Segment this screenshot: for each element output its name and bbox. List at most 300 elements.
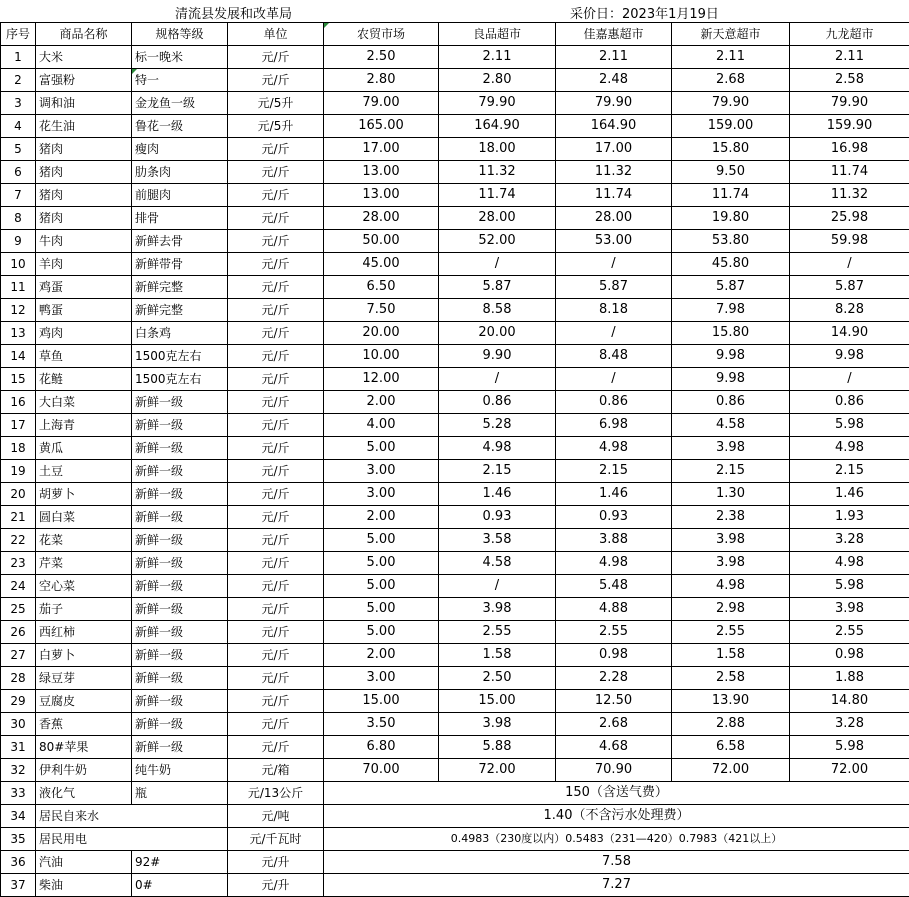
col-header-xintianyi: 新天意超市 <box>672 23 790 46</box>
price-cell: 3.00 <box>324 483 439 506</box>
item-unit: 元/斤 <box>228 345 324 368</box>
price-cell: / <box>556 368 672 391</box>
table-row <box>1 690 909 713</box>
item-spec: 新鲜一级 <box>132 414 228 437</box>
item-unit: 元/斤 <box>228 529 324 552</box>
price-cell: 6.50 <box>324 276 439 299</box>
item-unit: 元/斤 <box>228 299 324 322</box>
price-cell: 4.58 <box>672 414 790 437</box>
price-cell: 2.00 <box>324 506 439 529</box>
price-cell: 59.98 <box>790 230 909 253</box>
price-cell: 5.00 <box>324 529 439 552</box>
row-number: 11 <box>1 276 36 299</box>
row-number: 22 <box>1 529 36 552</box>
table-row <box>1 667 909 690</box>
price-cell: 3.98 <box>672 529 790 552</box>
item-spec: 瘦肉 <box>132 138 228 161</box>
price-cell: 9.98 <box>672 345 790 368</box>
agency-title: 清流县发展和改革局 <box>175 7 293 22</box>
item-spec: 新鲜一级 <box>132 667 228 690</box>
row-number: 28 <box>1 667 36 690</box>
price-cell: 4.98 <box>790 437 909 460</box>
price-cell: 15.80 <box>672 138 790 161</box>
item-name: 芹菜 <box>36 552 132 575</box>
item-name: 花鲢 <box>36 368 132 391</box>
item-unit: 元/斤 <box>228 667 324 690</box>
row-number: 30 <box>1 713 36 736</box>
item-spec: 新鲜一级 <box>132 690 228 713</box>
item-unit: 元/斤 <box>228 368 324 391</box>
row-number: 24 <box>1 575 36 598</box>
row-number: 26 <box>1 621 36 644</box>
price-cell: 2.11 <box>790 46 909 69</box>
table-row <box>1 46 909 69</box>
price-cell: 8.28 <box>790 299 909 322</box>
item-unit: 元/斤 <box>228 713 324 736</box>
price-cell: 159.00 <box>672 115 790 138</box>
table-row <box>1 161 909 184</box>
item-name: 胡萝卜 <box>36 483 132 506</box>
item-spec: 新鲜完整 <box>132 299 228 322</box>
row-number: 16 <box>1 391 36 414</box>
price-cell: 5.00 <box>324 575 439 598</box>
price-cell: 0.93 <box>556 506 672 529</box>
table-row <box>1 207 909 230</box>
item-spec: 新鲜一级 <box>132 736 228 759</box>
price-cell: 2.00 <box>324 644 439 667</box>
price-cell: 13.90 <box>672 690 790 713</box>
item-unit: 元/13公斤 <box>228 782 324 805</box>
price-cell: 0.93 <box>439 506 556 529</box>
item-unit: 元/斤 <box>228 230 324 253</box>
item-unit: 元/斤 <box>228 644 324 667</box>
table-row <box>1 391 909 414</box>
row-number: 34 <box>1 805 36 828</box>
item-unit: 元/吨 <box>228 805 324 828</box>
price-cell: 11.74 <box>672 184 790 207</box>
price-cell: 52.00 <box>439 230 556 253</box>
price-cell: 17.00 <box>556 138 672 161</box>
price-cell: 5.28 <box>439 414 556 437</box>
row-number: 25 <box>1 598 36 621</box>
price-cell: 8.18 <box>556 299 672 322</box>
price-cell: 4.00 <box>324 414 439 437</box>
item-unit: 元/箱 <box>228 759 324 782</box>
price-cell: 2.00 <box>324 391 439 414</box>
price-cell: 0.86 <box>439 391 556 414</box>
price-cell: 1.46 <box>556 483 672 506</box>
price-cell: 5.48 <box>556 575 672 598</box>
item-name: 伊利牛奶 <box>36 759 132 782</box>
item-name: 汽油 <box>36 851 132 874</box>
row-number: 3 <box>1 92 36 115</box>
item-name: 居民自来水 <box>36 805 228 828</box>
item-name: 羊肉 <box>36 253 132 276</box>
price-cell: / <box>439 575 556 598</box>
col-header-jiajiahui: 佳嘉惠超市 <box>556 23 672 46</box>
price-cell: 2.38 <box>672 506 790 529</box>
price-cell: 2.11 <box>672 46 790 69</box>
col-header-spec: 规格等级 <box>132 23 228 46</box>
price-cell: 70.00 <box>324 759 439 782</box>
price-cell: 8.48 <box>556 345 672 368</box>
item-name: 调和油 <box>36 92 132 115</box>
price-cell: 3.00 <box>324 460 439 483</box>
item-spec: 新鲜一级 <box>132 575 228 598</box>
price-cell: 2.55 <box>439 621 556 644</box>
item-unit: 元/斤 <box>228 161 324 184</box>
item-name: 豆腐皮 <box>36 690 132 713</box>
price-cell: 72.00 <box>790 759 909 782</box>
table-row <box>1 575 909 598</box>
item-name: 西红柿 <box>36 621 132 644</box>
price-cell: 2.11 <box>556 46 672 69</box>
price-cell: 3.00 <box>324 667 439 690</box>
price-cell: 72.00 <box>672 759 790 782</box>
item-unit: 元/斤 <box>228 437 324 460</box>
price-cell: 2.55 <box>672 621 790 644</box>
item-unit: 元/5升 <box>228 115 324 138</box>
item-spec: 1500克左右 <box>132 368 228 391</box>
price-cell: 4.88 <box>556 598 672 621</box>
merged-price-cell: 7.27 <box>324 874 909 897</box>
table-row <box>1 828 909 851</box>
item-name: 居民用电 <box>36 828 228 851</box>
item-name: 鸡蛋 <box>36 276 132 299</box>
item-name: 草鱼 <box>36 345 132 368</box>
price-cell: 11.32 <box>790 184 909 207</box>
price-cell: / <box>439 368 556 391</box>
price-cell: 2.15 <box>672 460 790 483</box>
price-cell: 45.80 <box>672 253 790 276</box>
item-name: 液化气 <box>36 782 132 805</box>
price-cell: 5.00 <box>324 552 439 575</box>
merged-price-cell: 7.58 <box>324 851 909 874</box>
price-cell: 4.98 <box>439 437 556 460</box>
price-cell: 5.00 <box>324 437 439 460</box>
price-cell: 79.90 <box>672 92 790 115</box>
row-number: 20 <box>1 483 36 506</box>
item-name: 香蕉 <box>36 713 132 736</box>
price-cell: 164.90 <box>556 115 672 138</box>
col-header-unit: 单位 <box>228 23 324 46</box>
price-cell: 79.90 <box>790 92 909 115</box>
row-number: 31 <box>1 736 36 759</box>
row-number: 32 <box>1 759 36 782</box>
item-name: 鸡肉 <box>36 322 132 345</box>
merged-price-cell: 150（含送气费） <box>324 782 909 805</box>
item-unit: 元/斤 <box>228 322 324 345</box>
price-cell: / <box>439 253 556 276</box>
price-cell: 72.00 <box>439 759 556 782</box>
row-number: 7 <box>1 184 36 207</box>
row-number: 33 <box>1 782 36 805</box>
col-header-name: 商品名称 <box>36 23 132 46</box>
price-cell: 3.98 <box>672 437 790 460</box>
price-cell: 2.68 <box>556 713 672 736</box>
row-number: 2 <box>1 69 36 92</box>
table-row <box>1 506 909 529</box>
item-unit: 元/升 <box>228 874 324 897</box>
price-cell: 5.98 <box>790 414 909 437</box>
price-cell: 6.98 <box>556 414 672 437</box>
item-name: 牛肉 <box>36 230 132 253</box>
price-cell: 14.80 <box>790 690 909 713</box>
item-name: 白萝卜 <box>36 644 132 667</box>
price-cell: 9.98 <box>790 345 909 368</box>
item-name: 猪肉 <box>36 161 132 184</box>
price-cell: 11.74 <box>790 161 909 184</box>
price-cell: / <box>556 322 672 345</box>
item-spec: 新鲜带骨 <box>132 253 228 276</box>
price-cell: 2.28 <box>556 667 672 690</box>
row-number: 14 <box>1 345 36 368</box>
price-cell: 1.88 <box>790 667 909 690</box>
item-unit: 元/斤 <box>228 253 324 276</box>
price-cell: 11.74 <box>439 184 556 207</box>
item-unit: 元/斤 <box>228 69 324 92</box>
row-number: 5 <box>1 138 36 161</box>
price-cell: 53.80 <box>672 230 790 253</box>
price-cell: 5.00 <box>324 621 439 644</box>
price-cell: 79.90 <box>439 92 556 115</box>
price-cell: 70.90 <box>556 759 672 782</box>
item-unit: 元/斤 <box>228 552 324 575</box>
price-cell: 2.55 <box>556 621 672 644</box>
price-cell: 15.00 <box>324 690 439 713</box>
price-table <box>0 22 909 897</box>
item-name: 空心菜 <box>36 575 132 598</box>
row-number: 27 <box>1 644 36 667</box>
price-cell: 11.32 <box>556 161 672 184</box>
table-row <box>1 460 909 483</box>
price-cell: 13.00 <box>324 184 439 207</box>
price-cell: / <box>790 368 909 391</box>
price-cell: 13.00 <box>324 161 439 184</box>
price-cell: 4.98 <box>790 552 909 575</box>
price-cell: / <box>556 253 672 276</box>
price-cell: 28.00 <box>556 207 672 230</box>
item-spec: 新鲜一级 <box>132 506 228 529</box>
price-cell: 8.58 <box>439 299 556 322</box>
col-header-market: 农贸市场 <box>324 23 439 46</box>
item-unit: 元/斤 <box>228 207 324 230</box>
item-name: 茄子 <box>36 598 132 621</box>
table-row <box>1 874 909 897</box>
item-spec: 标一晚米 <box>132 46 228 69</box>
col-header-no: 序号 <box>1 23 36 46</box>
row-number: 10 <box>1 253 36 276</box>
price-cell: 2.58 <box>790 69 909 92</box>
price-cell: 12.00 <box>324 368 439 391</box>
table-row <box>1 598 909 621</box>
price-cell: 6.80 <box>324 736 439 759</box>
item-spec: 特一 <box>132 69 228 92</box>
table-body <box>1 23 909 897</box>
price-cell: 5.87 <box>556 276 672 299</box>
item-spec: 纯牛奶 <box>132 759 228 782</box>
item-spec: 0# <box>132 874 228 897</box>
row-number: 17 <box>1 414 36 437</box>
price-cell: 3.88 <box>556 529 672 552</box>
item-unit: 元/斤 <box>228 184 324 207</box>
item-spec: 新鲜去骨 <box>132 230 228 253</box>
table-row <box>1 759 909 782</box>
item-unit: 元/斤 <box>228 621 324 644</box>
price-cell: 15.80 <box>672 322 790 345</box>
price-cell: 16.98 <box>790 138 909 161</box>
table-row <box>1 805 909 828</box>
price-cell: 1.30 <box>672 483 790 506</box>
table-row <box>1 138 909 161</box>
price-cell: 2.15 <box>439 460 556 483</box>
table-row <box>1 299 909 322</box>
price-cell: 3.98 <box>672 552 790 575</box>
item-spec: 鲁花一级 <box>132 115 228 138</box>
row-number: 36 <box>1 851 36 874</box>
price-cell: 2.58 <box>672 667 790 690</box>
price-cell: / <box>790 253 909 276</box>
price-cell: 9.50 <box>672 161 790 184</box>
row-number: 13 <box>1 322 36 345</box>
item-spec: 新鲜一级 <box>132 644 228 667</box>
item-name: 花生油 <box>36 115 132 138</box>
table-row <box>1 851 909 874</box>
item-name: 富强粉 <box>36 69 132 92</box>
table-row <box>1 322 909 345</box>
row-number: 29 <box>1 690 36 713</box>
table-row <box>1 345 909 368</box>
item-spec: 前腿肉 <box>132 184 228 207</box>
item-spec: 新鲜一级 <box>132 529 228 552</box>
price-cell: 5.98 <box>790 736 909 759</box>
table-row <box>1 184 909 207</box>
row-number: 23 <box>1 552 36 575</box>
item-spec: 新鲜一级 <box>132 437 228 460</box>
price-cell: 1.58 <box>439 644 556 667</box>
table-row <box>1 276 909 299</box>
table-row <box>1 529 909 552</box>
item-spec: 瓶 <box>132 782 228 805</box>
item-unit: 元/斤 <box>228 736 324 759</box>
item-name: 鸭蛋 <box>36 299 132 322</box>
price-cell: 2.50 <box>324 46 439 69</box>
price-cell: 3.50 <box>324 713 439 736</box>
row-number: 4 <box>1 115 36 138</box>
price-cell: 4.98 <box>672 575 790 598</box>
item-unit: 元/斤 <box>228 276 324 299</box>
item-spec: 新鲜一级 <box>132 713 228 736</box>
item-name: 土豆 <box>36 460 132 483</box>
item-spec: 金龙鱼一级 <box>132 92 228 115</box>
table-row <box>1 368 909 391</box>
price-cell: 2.68 <box>672 69 790 92</box>
survey-date: 采价日：2023年1月19日 <box>570 7 719 22</box>
price-cell: 2.15 <box>556 460 672 483</box>
row-number: 1 <box>1 46 36 69</box>
table-row <box>1 253 909 276</box>
price-cell: 2.11 <box>439 46 556 69</box>
price-cell: 2.88 <box>672 713 790 736</box>
item-unit: 元/斤 <box>228 138 324 161</box>
item-name: 绿豆芽 <box>36 667 132 690</box>
price-cell: 25.98 <box>790 207 909 230</box>
price-cell: 4.58 <box>439 552 556 575</box>
price-cell: 0.98 <box>556 644 672 667</box>
price-cell: 11.32 <box>439 161 556 184</box>
price-cell: 3.98 <box>790 598 909 621</box>
item-name: 圆白菜 <box>36 506 132 529</box>
row-number: 35 <box>1 828 36 851</box>
table-row <box>1 437 909 460</box>
price-cell: 2.55 <box>790 621 909 644</box>
col-header-liangpin: 良品超市 <box>439 23 556 46</box>
row-number: 21 <box>1 506 36 529</box>
price-cell: 0.98 <box>790 644 909 667</box>
price-cell: 4.68 <box>556 736 672 759</box>
price-cell: 19.80 <box>672 207 790 230</box>
table-row <box>1 115 909 138</box>
row-number: 19 <box>1 460 36 483</box>
price-cell: 1.46 <box>790 483 909 506</box>
col-header-jiulong: 九龙超市 <box>790 23 909 46</box>
price-cell: 2.98 <box>672 598 790 621</box>
price-cell: 7.50 <box>324 299 439 322</box>
price-cell: 5.98 <box>790 575 909 598</box>
row-number: 37 <box>1 874 36 897</box>
item-unit: 元/5升 <box>228 92 324 115</box>
table-row <box>1 92 909 115</box>
item-unit: 元/斤 <box>228 414 324 437</box>
price-cell: 164.90 <box>439 115 556 138</box>
sheet-header <box>0 0 909 22</box>
row-number: 12 <box>1 299 36 322</box>
price-cell: 20.00 <box>439 322 556 345</box>
row-number: 9 <box>1 230 36 253</box>
table-row <box>1 552 909 575</box>
price-cell: 50.00 <box>324 230 439 253</box>
item-unit: 元/斤 <box>228 460 324 483</box>
item-name: 柴油 <box>36 874 132 897</box>
item-unit: 元/斤 <box>228 483 324 506</box>
item-name: 猪肉 <box>36 138 132 161</box>
table-row <box>1 713 909 736</box>
table-row <box>1 69 909 92</box>
price-cell: 45.00 <box>324 253 439 276</box>
price-cell: 3.28 <box>790 529 909 552</box>
table-row <box>1 230 909 253</box>
item-name: 猪肉 <box>36 184 132 207</box>
item-spec: 新鲜一级 <box>132 552 228 575</box>
price-cell: 4.98 <box>556 437 672 460</box>
price-cell: 5.88 <box>439 736 556 759</box>
item-unit: 元/千瓦时 <box>228 828 324 851</box>
item-spec: 白条鸡 <box>132 322 228 345</box>
price-cell: 159.90 <box>790 115 909 138</box>
price-cell: 5.00 <box>324 598 439 621</box>
price-cell: 5.87 <box>790 276 909 299</box>
header-row <box>1 23 909 46</box>
row-number: 6 <box>1 161 36 184</box>
item-name: 花菜 <box>36 529 132 552</box>
item-unit: 元/升 <box>228 851 324 874</box>
price-cell: 9.90 <box>439 345 556 368</box>
price-cell: 1.58 <box>672 644 790 667</box>
price-cell: 2.80 <box>439 69 556 92</box>
item-spec: 新鲜一级 <box>132 483 228 506</box>
price-cell: 79.90 <box>556 92 672 115</box>
table-row <box>1 483 909 506</box>
